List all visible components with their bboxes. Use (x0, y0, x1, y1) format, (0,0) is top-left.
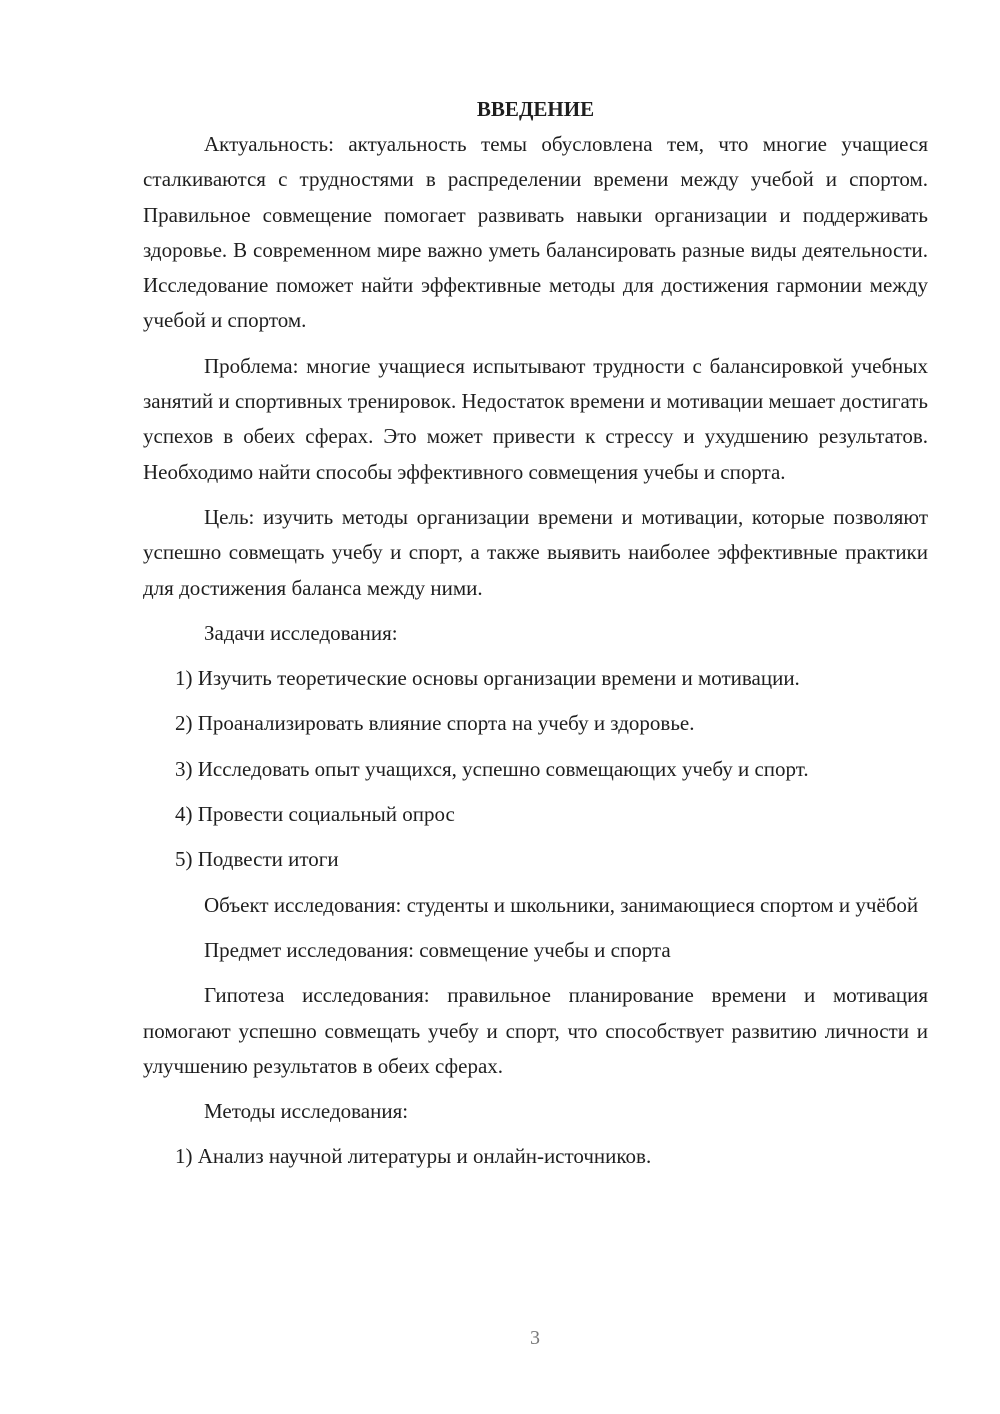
tasks-label: Задачи исследования: (204, 620, 398, 645)
page-number: 3 (530, 1327, 540, 1349)
task-item-5: 5) Подвести итоги (175, 847, 339, 872)
object-paragraph: Объект исследования: студенты и школьники, занимающиеся спортом и учёбой (204, 892, 919, 917)
subject-paragraph: Предмет исследования: совмещение учебы и спорта (204, 937, 671, 962)
relevance-paragraph: Актуальность: актуальность темы обусловлена тем, что многие учащиеся сталкиваются с трудностями в распределении времени между учебой и спортом. Правильное совмещение помогает развивать навыки организации и поддерживать здоровье. В современном мире важно уметь балансировать разные виды деятельности. Исследование поможет найти эффективные методы для достижения гармонии между учебой и спортом. (143, 132, 928, 333)
task-item-1: 1) Изучить теоретические основы организации времени и мотивации. (175, 666, 800, 691)
task-item-2: 2) Проанализировать влияние спорта на учебу и здоровье. (175, 711, 695, 736)
task-item-3: 3) Исследовать опыт учащихся, успешно совмещающих учебу и спорт. (175, 756, 809, 781)
section-title: ВВЕДЕНИЕ (476, 97, 595, 121)
method-item-1: 1) Анализ научной литературы и онлайн-источников. (175, 1144, 652, 1169)
hypothesis-paragraph: Гипотеза исследования: правильное планирование времени и мотивация помогают успешно совмещать учебу и спорт, что способствует развитию личности и улучшению результатов в обеих сферах. (143, 983, 928, 1078)
page-content (143, 92, 928, 1185)
methods-label: Методы исследования: (204, 1099, 409, 1124)
task-item-4: 4) Провести социальный опрос (175, 802, 455, 827)
problem-paragraph: Проблема: многие учащиеся испытывают трудности с балансировкой учебных занятий и спортивных тренировок. Недостаток времени и мотивации мешает достигать успехов в обеих сферах. Это может привести к стрессу и ухудшению результатов. Необходимо найти способы эффективного совмещения учебы и спорта. (143, 353, 928, 484)
goal-paragraph: Цель: изучить методы организации времени и мотивации, которые позволяют успешно совмещать учебу и спорт, а также выявить наиболее эффективные практики для достижения баланса между ними. (143, 504, 928, 600)
